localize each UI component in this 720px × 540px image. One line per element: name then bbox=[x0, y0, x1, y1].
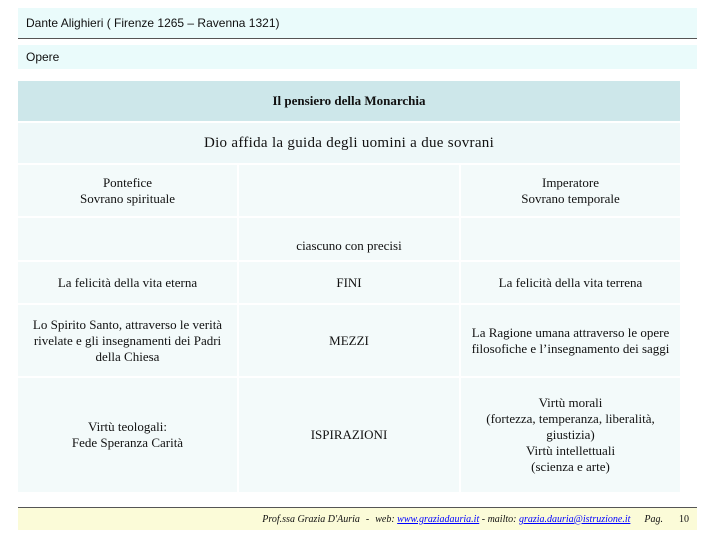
table-row-mezzi-left bbox=[18, 305, 237, 376]
table-subheading bbox=[18, 123, 680, 163]
footer bbox=[18, 508, 697, 530]
footer-author: Prof.ssa Grazia D'Auria bbox=[262, 513, 360, 525]
footer-web-label: web: bbox=[375, 513, 395, 525]
table-row-mezzi-middle bbox=[239, 305, 459, 376]
table-row-fini-middle bbox=[239, 262, 459, 303]
footer-separator: - bbox=[365, 513, 370, 525]
pontefice-subtitle: Sovrano spirituale bbox=[80, 190, 175, 206]
empty-cell bbox=[461, 218, 680, 260]
section-label bbox=[18, 45, 697, 69]
footer-web-link[interactable]: www.graziadauria.it bbox=[397, 513, 480, 525]
ispirazioni-right-line: Virtù morali bbox=[538, 395, 603, 410]
imperatore-subtitle: Sovrano temporale bbox=[521, 190, 620, 206]
mezzi-left-text: Lo Spirito Santo, attraverso le verità rivelate e gli insegnamenti dei Padri della Chiesa bbox=[32, 316, 223, 364]
section-label-text: Opere bbox=[26, 50, 60, 64]
imperatore-cell bbox=[461, 165, 680, 216]
title-divider bbox=[18, 38, 697, 39]
mezzi-label: MEZZI bbox=[329, 332, 369, 348]
fini-right-text: La felicità della vita terrena bbox=[498, 274, 643, 290]
table-row-fini-left bbox=[18, 262, 237, 303]
table-heading bbox=[18, 81, 680, 121]
fini-label: FINI bbox=[336, 274, 362, 290]
table-row-ispirazioni-right bbox=[461, 378, 680, 492]
slide-title bbox=[18, 8, 697, 38]
table-subheading-text: Dio affida la guida degli uomini a due sovrani bbox=[203, 135, 495, 151]
table-row-mezzi-right bbox=[461, 305, 680, 376]
empty-cell bbox=[239, 165, 459, 216]
ispirazioni-left-line: Virtù teologali: bbox=[87, 419, 167, 434]
footer-mail-label: - mailto: bbox=[481, 513, 517, 525]
table-row-ispirazioni-middle bbox=[239, 378, 459, 492]
connector-cell bbox=[239, 218, 459, 260]
table-row-fini-right bbox=[461, 262, 680, 303]
ispirazioni-right-line: (scienza e arte) bbox=[531, 459, 610, 474]
table-row-ispirazioni-left bbox=[18, 378, 237, 492]
pontefice-cell bbox=[18, 165, 237, 216]
footer-mail-link[interactable]: grazia.dauria@istruzione.it bbox=[518, 513, 631, 525]
table-heading-text: Il pensiero della Monarchia bbox=[272, 93, 426, 108]
ispirazioni-left-line: Fede Speranza Carità bbox=[71, 435, 184, 450]
empty-cell bbox=[18, 218, 237, 260]
imperatore-title: Imperatore bbox=[541, 174, 600, 190]
ispirazioni-right-line: (fortezza, temperanza, liberalità, giustizia) bbox=[486, 411, 655, 442]
connector-text: ciascuno con precisi bbox=[296, 238, 402, 253]
pontefice-title: Pontefice bbox=[102, 174, 153, 190]
ispirazioni-label: ISPIRAZIONI bbox=[310, 427, 388, 442]
page-number: 10 bbox=[679, 513, 689, 525]
fini-left-text: La felicità della vita eterna bbox=[57, 274, 198, 290]
mezzi-right-text: La Ragione umana attraverso le opere filosofiche e l’insegnamento dei saggi bbox=[471, 324, 670, 356]
ispirazioni-right-line: Virtù intellettuali bbox=[525, 443, 616, 458]
slide-title-text: Dante Alighieri ( Firenze 1265 – Ravenna 1321) bbox=[26, 16, 280, 30]
footer-page-label: Pag. bbox=[644, 513, 663, 525]
